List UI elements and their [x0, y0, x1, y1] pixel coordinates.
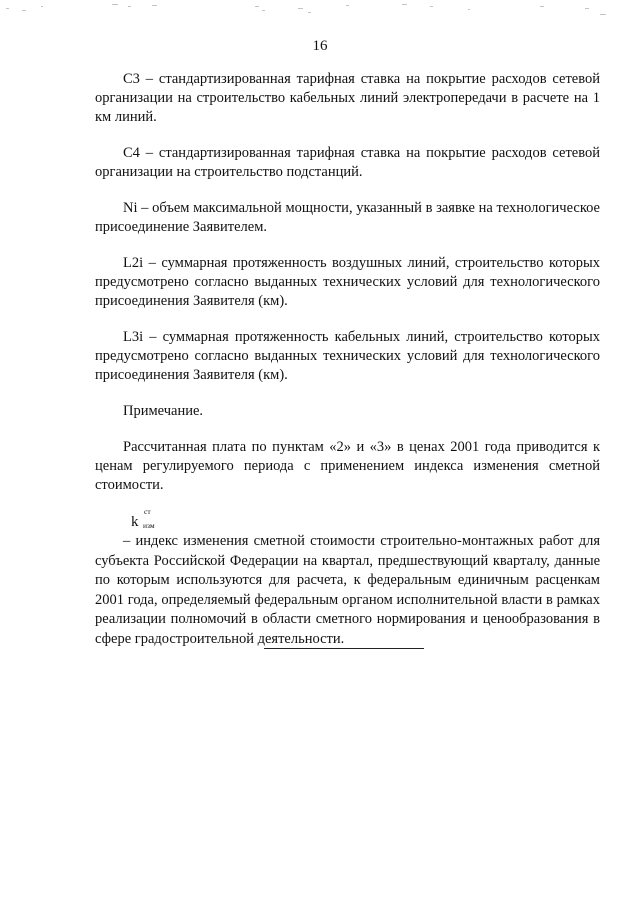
coefficient-definition: – индекс изменения сметной стоимости строительно-монтажных работ для субъекта Российской Федерации на квартал, предшествующий кварталу, данные по которым используются для расчета, к федеральным единичным расценкам 2001 года, определяемый федеральным органом исполнительной власти в рамках реализации полномочий в области сметного нормирования и ценообразования в сфере градостроительной деятельности. — [95, 533, 600, 647]
coefficient-symbol — [95, 507, 600, 532]
document-body — [95, 70, 600, 649]
coefficient-subscript: изм — [143, 521, 155, 530]
scan-artifact-top — [0, 0, 640, 14]
definition-c4: С4 – стандартизированная тарифная ставка на покрытие расходов сетевой организации на строительство подстанций. — [95, 145, 600, 180]
scan-noise-marks — [0, 0, 640, 22]
note-label: Примечание. — [123, 403, 204, 419]
coefficient-base: k — [131, 514, 139, 530]
note-text: Рассчитанная плата по пунктам «2» и «3» в ценах 2001 года приводится к ценам регулируемого периода с применением индекса изменения сметной стоимости. — [95, 439, 600, 493]
coefficient-superscript: ст — [144, 507, 151, 516]
definition-l2i: L2i – суммарная протяженность воздушных линий, строительство которых предусмотрено согласно выданных технических условий для технологического присоединения Заявителя (км). — [95, 255, 600, 309]
definition-c3: С3 – стандартизированная тарифная ставка на покрытие расходов сетевой организации на строительство кабельных линий электропередачи в расчете на 1 км линий. — [95, 71, 600, 125]
definition-ni: Ni – объем максимальной мощности, указанный в заявке на технологическое присоединение Заявителем. — [95, 200, 600, 235]
page-number: 16 — [312, 38, 328, 54]
definition-l3i: L3i – суммарная протяженность кабельных линий, строительство которых предусмотрено согласно выданных технических условий для технологического присоединения Заявителя (км). — [95, 329, 600, 383]
end-of-section-rule — [264, 648, 424, 649]
